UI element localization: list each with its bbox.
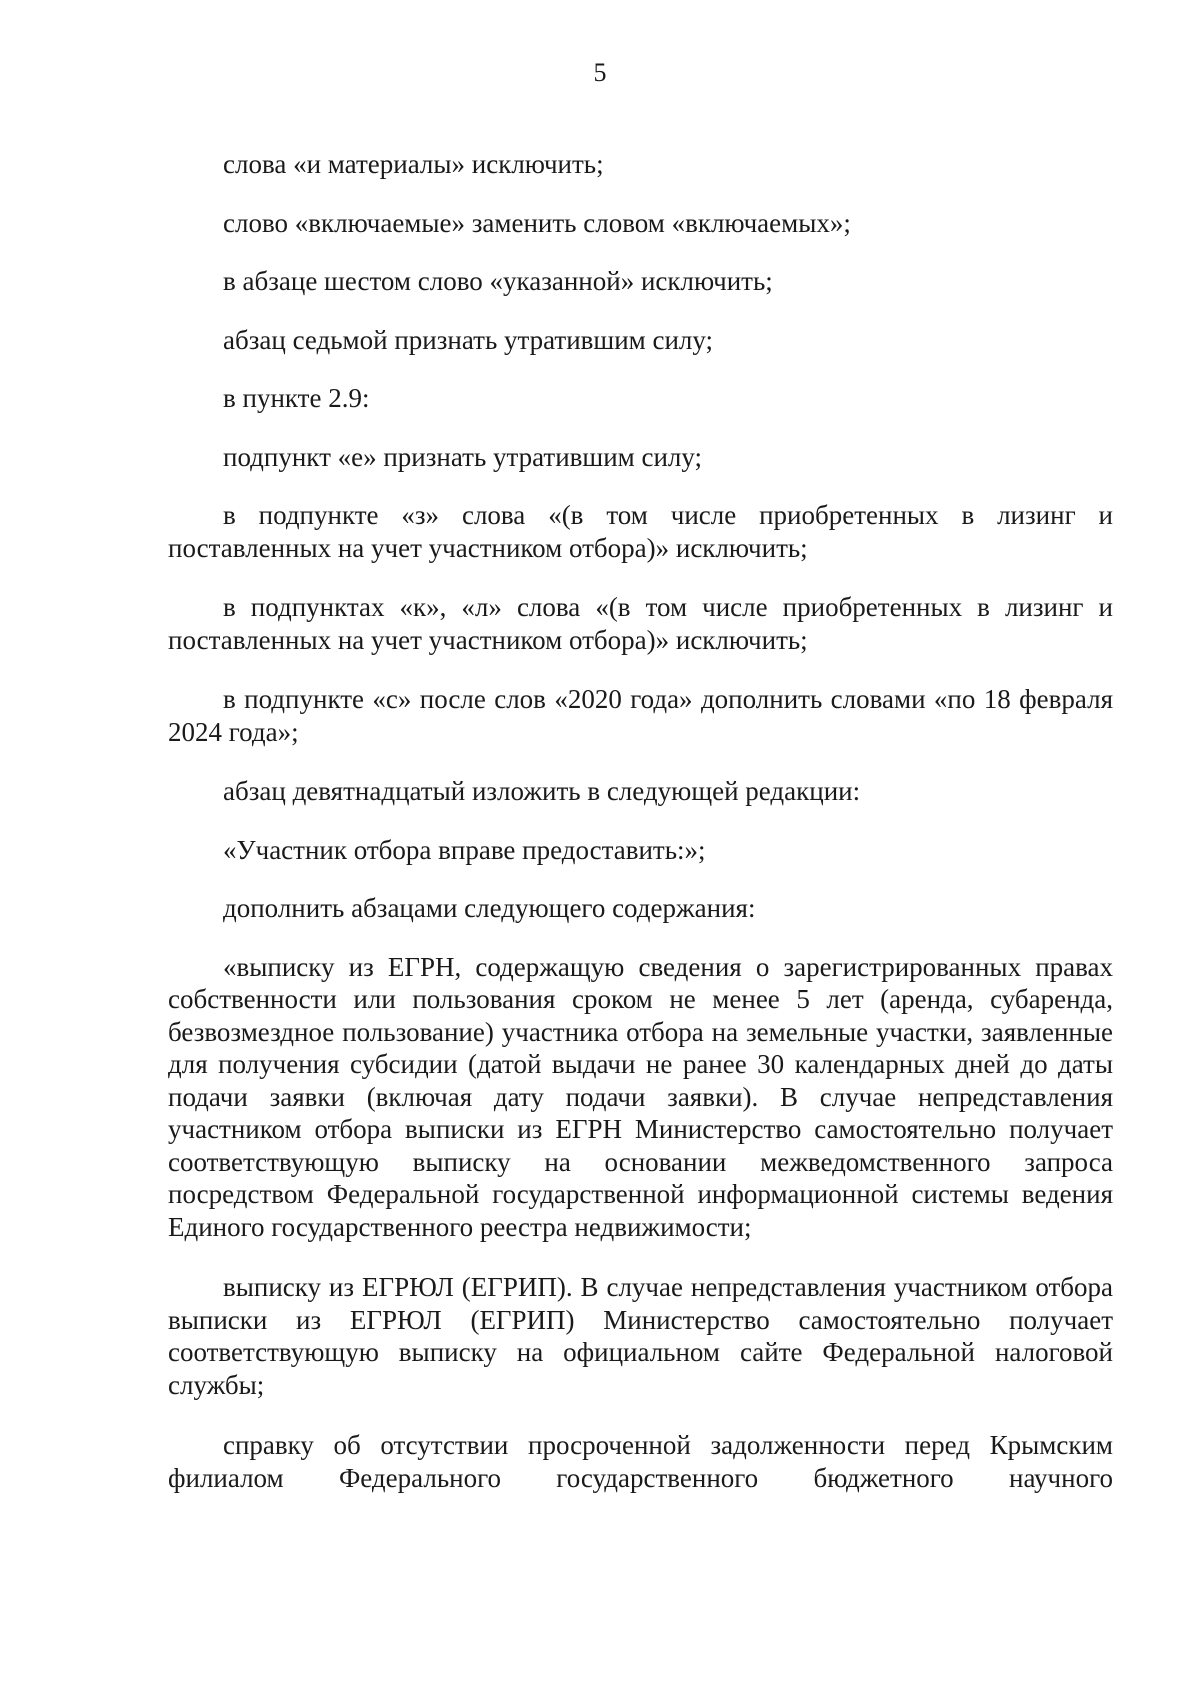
paragraph-8: в подпунктах «к», «л» слова «(в том числе приобретенных в лизинг и поставленных на учет участником отбора)» исключить;	[168, 592, 1113, 655]
paragraph-15: справку об отсутствии просроченной задолженности перед Крымским филиалом Федерального государственного бюджетного научного	[168, 1430, 1113, 1493]
paragraph-11: «Участник отбора вправе предоставить:»;	[223, 834, 706, 865]
paragraph-1: слова «и материалы» исключить;	[223, 149, 604, 179]
paragraph-7: в подпункте «з» слова «(в том числе приобретенных в лизинг и поставленных на учет участником отбора)» исключить;	[168, 500, 1113, 563]
document-body	[168, 148, 1113, 1494]
paragraph-4: абзац седьмой признать утратившим силу;	[223, 324, 714, 355]
paragraph-3: в абзаце шестом слово «указанной» исключить;	[223, 266, 773, 296]
paragraph-9: в подпункте «с» после слов «2020 года» дополнить словами «по 18 февраля 2024 года»;	[168, 684, 1113, 747]
paragraph-2: слово «включаемые» заменить словом «включаемых»;	[223, 207, 851, 238]
paragraph-14: выписку из ЕГРЮЛ (ЕГРИП). В случае непредставления участником отбора выписки из ЕГРЮЛ (ЕГРИП) Министерство самостоятельно получает соответствующую выписку на официальном сайте Федеральной налоговой службы;	[168, 1272, 1113, 1400]
page-number: 5	[593, 58, 607, 87]
paragraph-12: дополнить абзацами следующего содержания:	[223, 893, 756, 923]
paragraph-6: подпункт «е» признать утратившим силу;	[223, 441, 703, 472]
paragraph-10: абзац девятнадцатый изложить в следующей редакции:	[223, 776, 861, 806]
paragraph-5: в пункте 2.9:	[223, 383, 370, 413]
paragraph-13: «выписку из ЕГРН, содержащую сведения о зарегистрированных правах собственности или пользования сроком не менее 5 лет (аренда, субаренда, безвозмездное пользование) участника отбора на земельные участки, заявленные для получения субсидии (датой выдачи не ранее 30 календарных дней до даты подачи заявки (включая дату подачи заявки). В случае непредставления участником отбора выписки из ЕГРН Министерство самостоятельно получает соответствующую выписку на основании межведомственного запроса посредством Федеральной государственной информационной системы ведения Единого государственного реестра недвижимости;	[168, 951, 1113, 1242]
